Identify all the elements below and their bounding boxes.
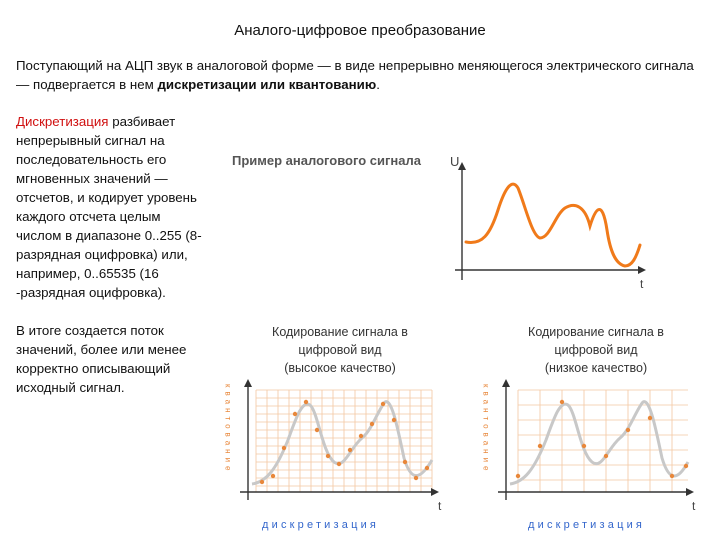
- lq-y-arrow: [502, 379, 510, 387]
- hq-x-arrow: [431, 488, 439, 496]
- lq-title-line3: (низкое качество): [544, 361, 648, 375]
- hq-title-line1: Кодирование сигнала в: [272, 325, 408, 339]
- hq-grid: [256, 390, 432, 492]
- sample-point: [271, 474, 275, 478]
- lq-horizontal-label: дискретизация: [528, 519, 646, 531]
- hq-title-line3: (высокое качество): [284, 361, 396, 375]
- sample-point: [670, 474, 674, 478]
- term-discretization: Дискретизация: [16, 114, 109, 129]
- hq-title-line2: цифровой вид: [298, 343, 382, 357]
- hq-y-arrow: [244, 379, 252, 387]
- sample-point: [392, 418, 396, 422]
- lq-sample-points: [516, 400, 688, 478]
- side-paragraph-result: В итоге создается поток значений, более или менее корректно описывающий исходный сигнал.: [16, 323, 187, 395]
- sample-point: [425, 466, 429, 470]
- sample-point: [538, 444, 542, 448]
- sample-point: [260, 480, 264, 484]
- analog-signal-curve: [466, 184, 640, 266]
- analog-axis-u: U: [450, 154, 460, 169]
- sample-point: [282, 446, 286, 450]
- sample-point: [348, 448, 352, 452]
- intro-bold: дискретизации или квантованию: [157, 77, 377, 92]
- discretization-description: разбивает непрерывный сигнал на последовательность его мгновенных значений — отсчетов, и кодирует уровень каждого отсчета целым числом в диапазоне 0..255 (8- разрядная оцифровка) или, например, 0..65535 (16 -разрядная оцифровка).: [16, 114, 202, 300]
- lq-title-line2: цифровой вид: [554, 343, 638, 357]
- sample-point: [304, 400, 308, 404]
- lq-vertical-label: квантование: [481, 384, 491, 475]
- hq-horizontal-label: дискретизация: [262, 519, 380, 531]
- sample-point: [326, 454, 330, 458]
- sample-point: [560, 400, 564, 404]
- sample-point: [414, 476, 418, 480]
- sample-point: [516, 474, 520, 478]
- hq-axis-t: t: [438, 499, 442, 513]
- intro-text: Поступающий на АЦП звук в аналоговой форме — в виде непрерывно меняющегося электрического сигнала — подвергается в нем: [16, 58, 694, 92]
- sample-point: [293, 412, 297, 416]
- sample-point: [403, 460, 407, 464]
- analog-x-arrow: [638, 266, 646, 274]
- intro-end: .: [376, 77, 380, 92]
- lq-axis-t: t: [692, 499, 696, 513]
- sample-point: [359, 434, 363, 438]
- sample-point: [315, 428, 319, 432]
- lq-grid: [518, 390, 688, 492]
- lq-grey-curve: [510, 402, 688, 484]
- sample-point: [337, 462, 341, 466]
- lq-title-line1: Кодирование сигнала в: [528, 325, 664, 339]
- page-title: Аналого-цифровое преобразование: [234, 22, 486, 39]
- sample-point: [370, 422, 374, 426]
- sample-point: [381, 402, 385, 406]
- analog-title: Пример аналогового сигнала: [232, 153, 421, 168]
- sample-point: [604, 454, 608, 458]
- hq-sample-points: [260, 400, 429, 484]
- sample-point: [626, 428, 630, 432]
- hq-vertical-label: квантование: [223, 384, 233, 475]
- sample-point: [684, 464, 688, 468]
- analog-axis-t: t: [640, 277, 644, 291]
- lq-x-arrow: [686, 488, 694, 496]
- sample-point: [648, 416, 652, 420]
- sample-point: [582, 444, 586, 448]
